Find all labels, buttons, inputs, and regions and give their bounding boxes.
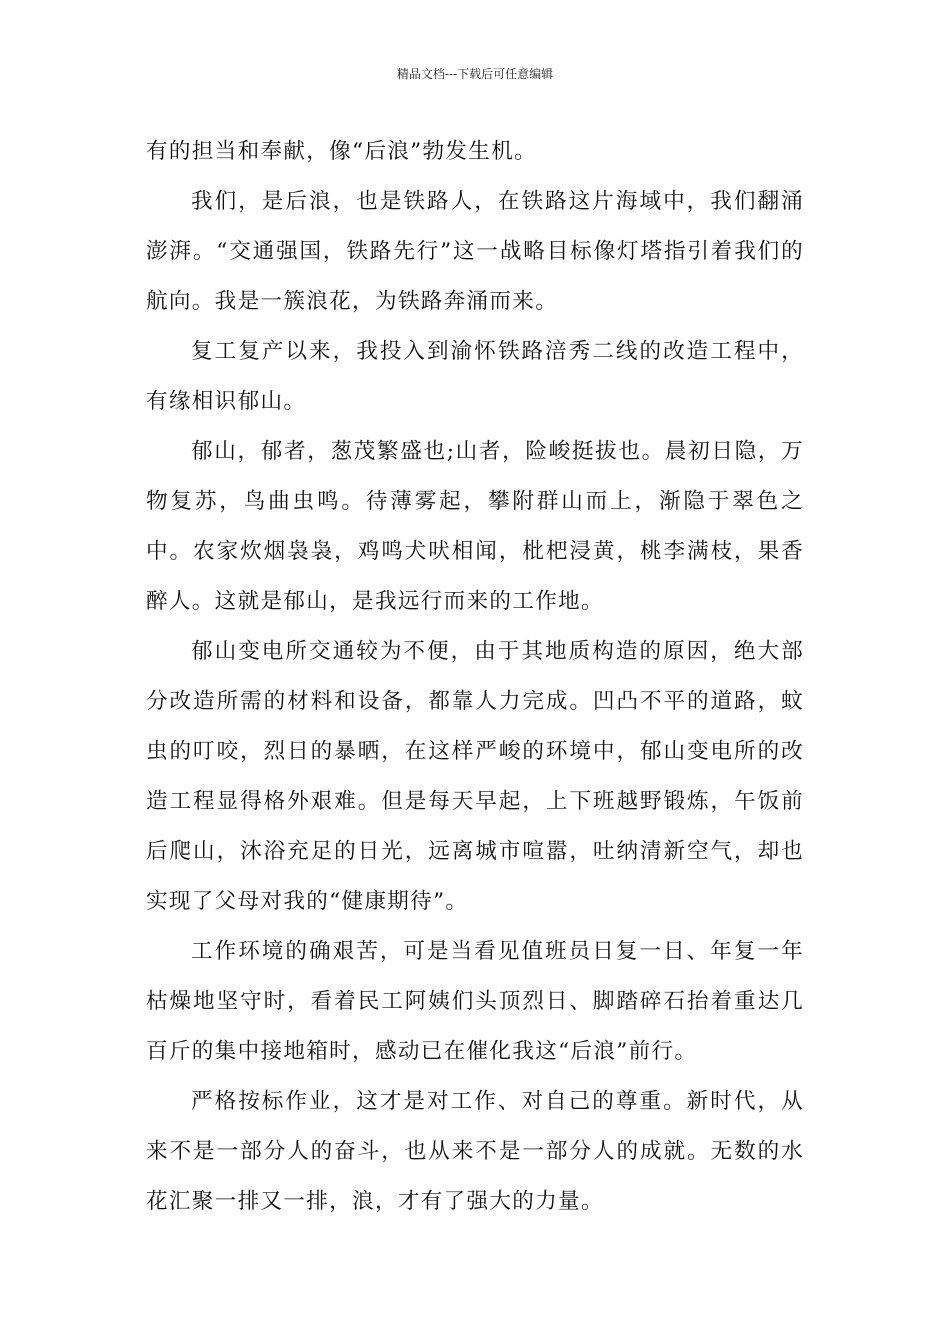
paragraph: 严格按标作业，这才是对工作、对自己的尊重。新时代，从来不是一部分人的奋斗，也从来不是一部分人的成就。无数的水花汇聚一排又一排，浪，才有了强大的力量。	[146, 1089, 804, 1214]
document-body	[146, 127, 804, 1227]
paragraph: 复工复产以来，我投入到渝怀铁路涪秀二线的改造工程中，有缘相识郁山。	[146, 339, 804, 414]
paragraph: 工作环境的确艰苦，可是当看见值班员日复一日、年复一年枯燥地坚守时，看着民工阿姨们头顶烈日、脚踏碎石抬着重达几百斤的集中接地箱时，感动已在催化我这“后浪”前行。	[146, 939, 804, 1064]
paragraph: 郁山变电所交通较为不便，由于其地质构造的原因，绝大部分改造所需的材料和设备，都靠人力完成。凹凸不平的道路，蚊虫的叮咬，烈日的暴晒，在这样严峻的环境中，郁山变电所的改造工程显得格外艰难。但是每天早起，上下班越野锻炼，午饭前后爬山，沐浴充足的日光，远离城市喧嚣，吐纳清新空气，却也实现了父母对我的“健康期待”。	[146, 639, 804, 914]
page-header: 精品文档---下载后可任意编辑	[396, 67, 554, 81]
paragraph: 郁山，郁者，葱茂繁盛也;山者，险峻挺拔也。晨初日隐，万物复苏，鸟曲虫鸣。待薄雾起，攀附群山而上，渐隐于翠色之中。农家炊烟袅袅，鸡鸣犬吠相闻，枇杷浸黄，桃李满枝，果香醉人。这就是郁山，是我远行而来的工作地。	[146, 439, 804, 614]
paragraph: 有的担当和奉献，像“后浪”勃发生机。	[146, 139, 537, 164]
paragraph: 我们，是后浪，也是铁路人，在铁路这片海域中，我们翻涌澎湃。“交通强国，铁路先行”这一战略目标像灯塔指引着我们的航向。我是一簇浪花，为铁路奔涌而来。	[146, 189, 804, 314]
